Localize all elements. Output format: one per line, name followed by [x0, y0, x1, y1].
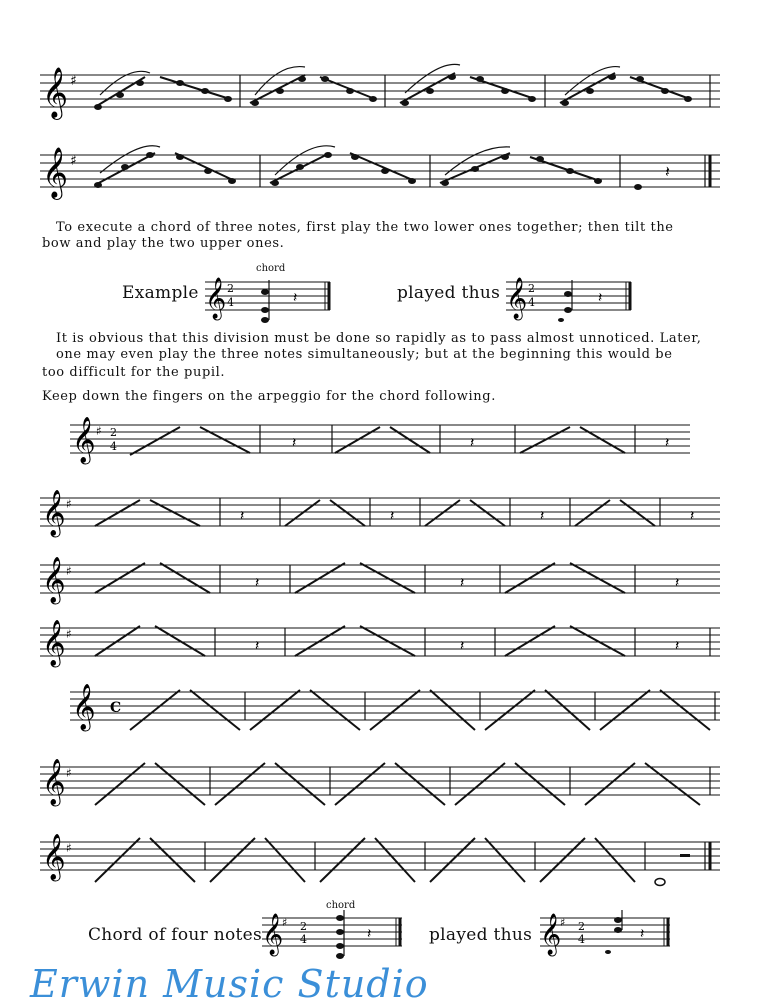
svg-text:𝄽: 𝄽	[390, 508, 395, 524]
paragraph-1-line-2: bow and play the two upper ones.	[42, 236, 285, 251]
paragraph-3: Keep down the fingers on the arpeggio for the chord following.	[42, 389, 496, 404]
svg-text:𝄽: 𝄽	[640, 926, 645, 942]
svg-text:𝄽: 𝄽	[367, 926, 372, 942]
svg-text:♯: ♯	[66, 766, 72, 780]
svg-text:𝄽: 𝄽	[255, 638, 260, 654]
svg-text:𝄽: 𝄽	[255, 575, 260, 591]
time-sig-bottom-2: 4	[528, 296, 535, 309]
exercise-staff-3	[40, 545, 720, 610]
ts-top-5: 2	[578, 920, 585, 933]
played-thus-label: played thus	[397, 283, 501, 303]
time-sig-bottom: 4	[227, 296, 234, 309]
chord-label: chord	[256, 263, 286, 274]
svg-text:♯: ♯	[560, 916, 566, 929]
svg-text:𝄽: 𝄽	[665, 435, 670, 451]
four-played-thus-staff	[540, 908, 675, 968]
four-chord-staff	[262, 908, 407, 968]
common-time: C	[110, 700, 122, 716]
svg-text:♯: ♯	[70, 73, 77, 89]
svg-text:♯: ♯	[282, 916, 288, 929]
svg-text:𝄞: 𝄞	[72, 684, 96, 730]
paragraph-2-line-1: It is obvious that this division must be done so rapidly as to pass almost unnoticed. Later, one may even play the three notes simultaneously; but at the beginning this would be	[56, 331, 702, 362]
paragraph-2-line-2: too difficult for the pupil.	[42, 365, 226, 380]
svg-text:♯: ♯	[66, 564, 72, 578]
ts-bot-4: 4	[300, 933, 307, 946]
watermark-logo: Erwin Music Studio	[30, 962, 429, 1006]
ts-bot: 4	[110, 440, 117, 453]
svg-text:𝄞: 𝄞	[72, 417, 96, 463]
svg-text:♯: ♯	[66, 497, 72, 511]
svg-text:𝄞: 𝄞	[42, 147, 69, 198]
four-played-thus-label: played thus	[429, 925, 533, 945]
ts-bot-5: 4	[578, 933, 585, 946]
svg-text:𝄞: 𝄞	[42, 759, 66, 805]
svg-text:♯: ♯	[66, 841, 72, 855]
svg-text:𝄽: 𝄽	[470, 435, 475, 451]
example-chord-staff	[205, 270, 335, 330]
four-chord-chord-label: chord	[326, 900, 356, 911]
svg-text:𝄽: 𝄽	[598, 290, 603, 306]
svg-text:𝄞: 𝄞	[262, 914, 284, 955]
svg-text:𝄞: 𝄞	[42, 834, 66, 880]
svg-text:𝄽: 𝄽	[460, 575, 465, 591]
staff-system-1	[40, 55, 720, 125]
svg-text:𝄞: 𝄞	[42, 490, 66, 536]
exercise-staff-2	[40, 478, 720, 543]
paragraph-1-line-1: To execute a chord of three notes, first play the two lower ones together; then tilt the	[56, 220, 674, 235]
time-sig-top: 2	[227, 282, 234, 295]
svg-text:𝄞: 𝄞	[506, 278, 528, 319]
exercise-staff-7	[40, 820, 720, 895]
exercise-staff-4	[40, 608, 720, 673]
svg-text:𝄽: 𝄽	[690, 508, 695, 524]
svg-text:𝄽: 𝄽	[540, 508, 545, 524]
played-thus-staff	[506, 270, 636, 330]
example-label: Example	[122, 283, 199, 303]
svg-text:𝄞: 𝄞	[42, 557, 66, 603]
ts-top: 2	[110, 426, 117, 439]
svg-text:𝄽: 𝄽	[675, 638, 680, 654]
staff-system-2	[40, 135, 720, 205]
svg-text:𝄽: 𝄽	[292, 435, 297, 451]
svg-text:𝄽: 𝄽	[665, 162, 670, 181]
svg-text:𝄞: 𝄞	[205, 278, 227, 319]
four-chord-label: Chord of four notes	[88, 925, 263, 945]
svg-text:𝄞: 𝄞	[42, 620, 66, 666]
exercise-staff-1	[70, 405, 690, 470]
svg-text:𝄽: 𝄽	[460, 638, 465, 654]
svg-text:♯: ♯	[70, 153, 77, 169]
exercise-staff-5	[70, 670, 720, 745]
svg-text:𝄞: 𝄞	[540, 914, 562, 955]
time-sig-top-2: 2	[528, 282, 535, 295]
svg-text:♯: ♯	[66, 627, 72, 641]
exercise-staff-6	[40, 745, 720, 820]
svg-text:𝄽: 𝄽	[293, 290, 298, 306]
svg-text:𝄽: 𝄽	[675, 575, 680, 591]
svg-text:𝄽: 𝄽	[240, 508, 245, 524]
ts-top-4: 2	[300, 920, 307, 933]
svg-text:♯: ♯	[96, 424, 102, 438]
svg-text:𝄞: 𝄞	[42, 67, 69, 118]
